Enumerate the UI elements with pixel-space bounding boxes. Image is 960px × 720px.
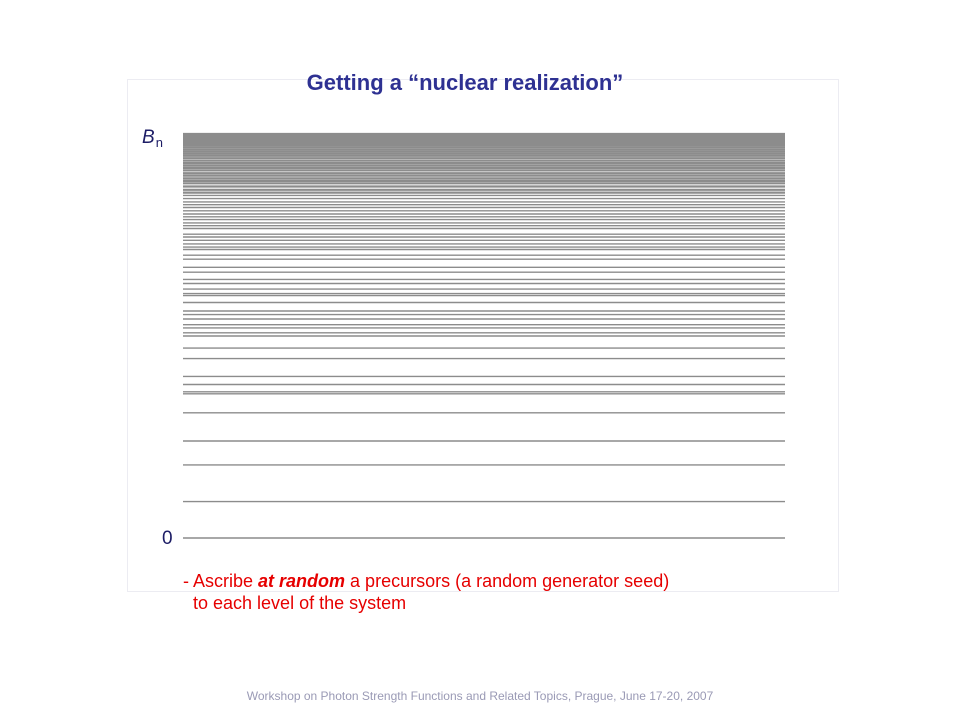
note-text (183, 570, 669, 614)
note-prefix: - Ascribe (183, 571, 259, 591)
footer: Workshop on Photon Strength Functions and Related Topics, Prague, June 17-20, 2007 (246, 689, 714, 703)
note-suffix: a precursors (a random generator seed) (345, 571, 670, 591)
slide-title-text: Getting a “nuclear realization” (306, 70, 624, 95)
note-emphasis: at random (258, 571, 346, 591)
note-line-2: to each level of the system (193, 593, 407, 613)
bn-subscript: n (155, 135, 163, 150)
bn-symbol: B (142, 127, 155, 148)
note-line-1 (183, 570, 669, 592)
zero-axis-label: 0 (162, 528, 173, 549)
